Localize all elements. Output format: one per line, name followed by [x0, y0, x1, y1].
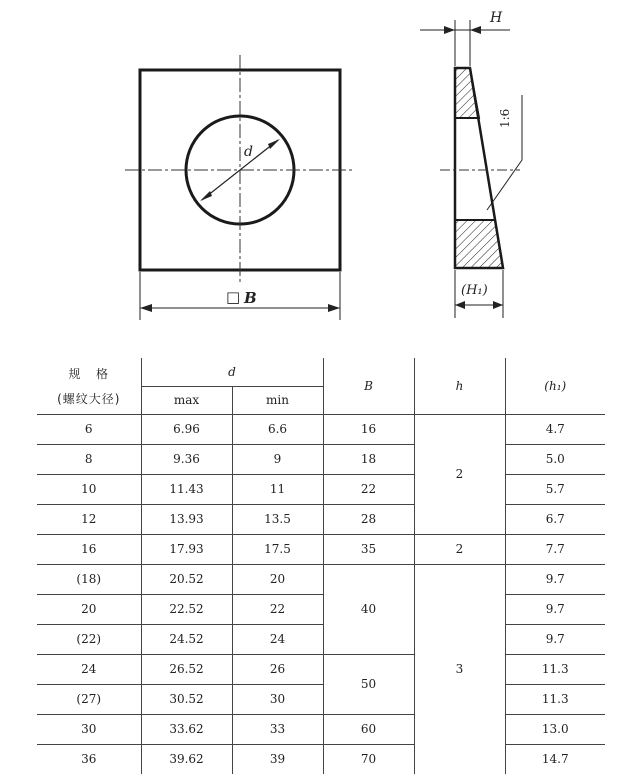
spec-cell: 30: [37, 714, 141, 744]
dmax-cell: 22.52: [141, 594, 232, 624]
b-header: B: [323, 358, 414, 414]
dmin-cell: 33: [232, 714, 323, 744]
h-label: H: [490, 10, 503, 26]
diameter-arrow-upper: [268, 139, 280, 149]
d-header: d: [141, 358, 323, 386]
dmin-cell: 39: [232, 744, 323, 774]
dmax-cell: 11.43: [141, 474, 232, 504]
b-cell: 16: [323, 414, 414, 444]
h1-cell: 11.3: [505, 684, 605, 714]
b-cell: 70: [323, 744, 414, 774]
dmax-cell: 20.52: [141, 564, 232, 594]
h1-cell: 11.3: [505, 654, 605, 684]
dmax-cell: 17.93: [141, 534, 232, 564]
spec-cell: 24: [37, 654, 141, 684]
dmin-cell: 22: [232, 594, 323, 624]
h-header: h: [414, 358, 505, 414]
spec-cell: 6: [37, 414, 141, 444]
spec-cell: 8: [37, 444, 141, 474]
h1-cell: 5.0: [505, 444, 605, 474]
spec-cell: 16: [37, 534, 141, 564]
dmax-cell: 33.62: [141, 714, 232, 744]
dmax-cell: 30.52: [141, 684, 232, 714]
dmax-cell: 13.93: [141, 504, 232, 534]
b-cell: 35: [323, 534, 414, 564]
h-arrow-right: [470, 26, 481, 34]
h1-cell: 13.0: [505, 714, 605, 744]
h1-header: (h₁): [544, 378, 567, 393]
dmin-cell: 24: [232, 624, 323, 654]
dmin-cell: 20: [232, 564, 323, 594]
dmin-cell: 13.5: [232, 504, 323, 534]
h1-cell: 6.7: [505, 504, 605, 534]
dmax-cell: 39.62: [141, 744, 232, 774]
upper-hatch: [455, 68, 479, 118]
diameter-arrow-lower: [200, 191, 212, 201]
b-square-symbol: □: [226, 288, 241, 306]
spec-cell: (18): [37, 564, 141, 594]
slope-label: 1:6: [498, 108, 512, 128]
dmin-cell: 11: [232, 474, 323, 504]
dmin-cell: 26: [232, 654, 323, 684]
spec-cell: (27): [37, 684, 141, 714]
h-cell: 3: [414, 564, 505, 774]
dmax-cell: 9.36: [141, 444, 232, 474]
dmin-cell: 17.5: [232, 534, 323, 564]
b-label: B: [244, 289, 257, 307]
b-arrow-left: [140, 304, 152, 312]
spec-cell: (22): [37, 624, 141, 654]
h-cell: 2: [414, 534, 505, 564]
h1-cell: 5.7: [505, 474, 605, 504]
d-max-header: max: [141, 386, 232, 414]
h1-cell: 9.7: [505, 594, 605, 624]
h-cell: 2: [414, 414, 505, 534]
h1-cell: 4.7: [505, 414, 605, 444]
spec-header-line2: (螺纹大径): [57, 391, 121, 406]
dmin-cell: 30: [232, 684, 323, 714]
lower-hatch: [455, 220, 503, 268]
h1-label: (H₁): [461, 283, 488, 298]
spec-table: [37, 358, 605, 774]
b-cell: 60: [323, 714, 414, 744]
dmin-cell: 6.6: [232, 414, 323, 444]
h1-cell: 9.7: [505, 624, 605, 654]
washer-drawing: [0, 0, 619, 345]
h1-cell: 9.7: [505, 564, 605, 594]
h1-arrow-right: [493, 301, 503, 309]
h1-arrow-left: [455, 301, 465, 309]
spec-header-line1: 规 格: [68, 366, 109, 381]
b-cell: 40: [323, 564, 414, 654]
side-view: [420, 20, 522, 318]
spec-cell: 10: [37, 474, 141, 504]
spec-header: [37, 358, 141, 414]
b-cell: 22: [323, 474, 414, 504]
d-min-header: min: [232, 386, 323, 414]
b-cell: 18: [323, 444, 414, 474]
dmin-cell: 9: [232, 444, 323, 474]
front-view: [125, 55, 355, 320]
b-cell: 50: [323, 654, 414, 714]
h1-cell: 14.7: [505, 744, 605, 774]
b-cell: 28: [323, 504, 414, 534]
spec-cell: 20: [37, 594, 141, 624]
diameter-label: d: [244, 144, 253, 160]
spec-cell: 12: [37, 504, 141, 534]
h1-cell: 7.7: [505, 534, 605, 564]
dmax-cell: 24.52: [141, 624, 232, 654]
h-arrow-left: [444, 26, 455, 34]
spec-cell: 36: [37, 744, 141, 774]
dmax-cell: 6.96: [141, 414, 232, 444]
b-arrow-right: [328, 304, 340, 312]
dmax-cell: 26.52: [141, 654, 232, 684]
